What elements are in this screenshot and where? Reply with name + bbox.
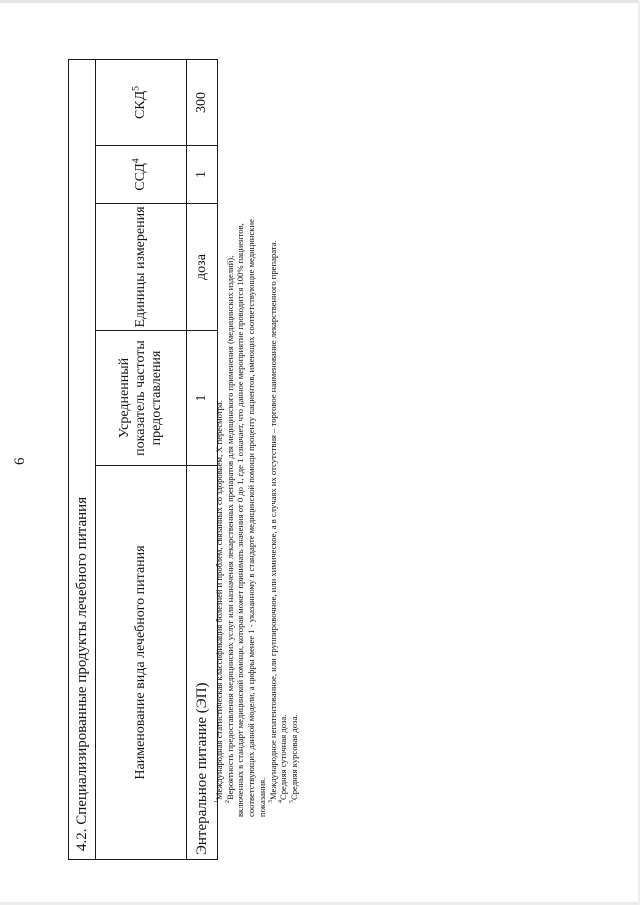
cell-unit: доза <box>187 204 218 331</box>
footnote-4-marker: 4 <box>278 799 285 803</box>
header-ssd <box>96 146 187 204</box>
footnote-3-marker: 3 <box>267 799 274 803</box>
cell-name: Энтеральное питание (ЭП) <box>187 466 218 860</box>
cell-skd: 300 <box>187 59 218 145</box>
footnote-2-marker: 2 <box>224 799 231 803</box>
footnote-4 <box>278 217 289 817</box>
footnote-5 <box>289 217 300 817</box>
footnote-1-text: Международная статистическая классификация болезней и проблем, связанных со здоровьем, X пересмотра. <box>214 400 224 800</box>
header-frequency: Усредненный показатель частоты предоставления <box>96 331 187 466</box>
footnote-3 <box>268 217 279 817</box>
header-skd-footnote: 5 <box>130 85 142 91</box>
footnotes <box>214 217 300 817</box>
footnote-2-text: Вероятность предоставления медицинских услуг или назначения лекарственных препаратов для медицинского применения (медицинских изделий), включенных в стандарт медицинской помощи, которая может принимать значения от 0 до 1, где 1 означает, что данное мероприятие проводится 100% пациентов, соответствующих данной модели, а цифры менее 1 - указанному в стандарте медицинской помощи проценту пациентов, имеющих соответствующие медицинские показания. <box>224 219 267 817</box>
section-title: 4.2. Специализированные продукты лечебного питания <box>69 59 96 859</box>
footnote-5-marker: 5 <box>289 799 296 803</box>
footnote-1 <box>214 217 225 817</box>
header-skd-label: СКД <box>132 90 148 120</box>
header-ssd-label: ССД <box>132 163 148 191</box>
footnote-1-marker: 1 <box>214 799 221 803</box>
page-number: 6 <box>12 457 28 465</box>
footnote-2 <box>225 217 268 817</box>
header-unit: Единицы измерения <box>96 204 187 331</box>
footnote-3-text: Международное непатентованное, или группировочное, или химическое, а в случаях их отсутствия – торговое наименование лекарственного препарата. <box>267 240 278 800</box>
cell-ssd: 1 <box>187 146 218 204</box>
table-title-row <box>69 59 96 859</box>
header-name: Наименование вида лечебного питания <box>96 466 187 860</box>
table-header-row <box>96 59 187 859</box>
table-row <box>187 59 218 859</box>
footnote-5-text: Средняя курсовая доза. <box>289 714 300 800</box>
header-ssd-footnote: 4 <box>130 158 142 164</box>
footnote-4-text: Средняя суточная доза. <box>278 714 289 800</box>
header-skd <box>96 59 187 145</box>
cell-frequency: 1 <box>187 331 218 466</box>
